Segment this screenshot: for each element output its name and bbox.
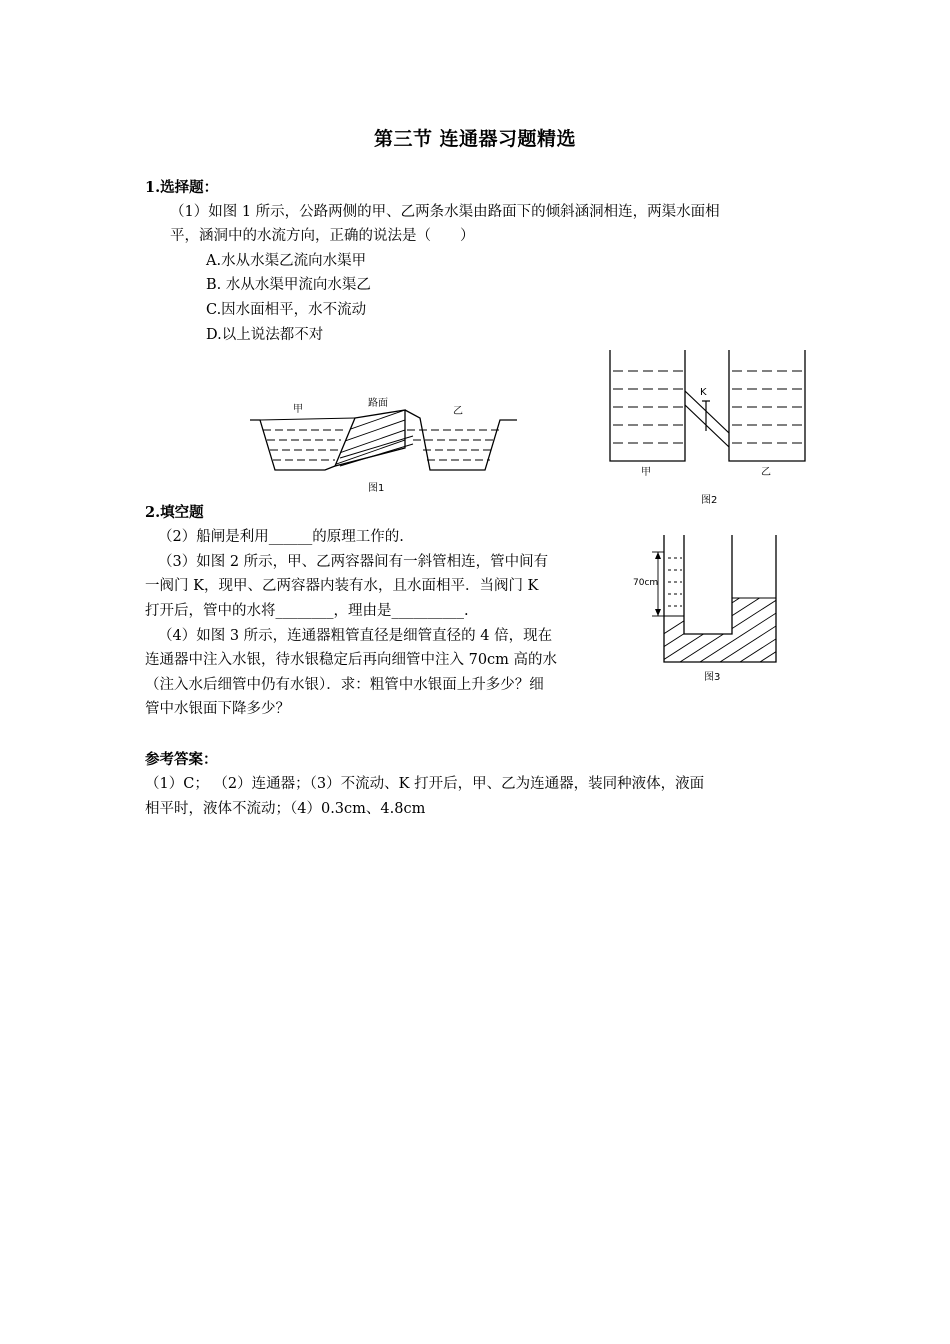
answers-heading: 参考答案： — [145, 751, 218, 768]
q4-text-line3: （注入水后细管中仍有水银）．求：粗管中水银面上升多少？细 — [145, 677, 544, 693]
figure-2-containers — [605, 345, 815, 510]
fig2-label-left: 甲 — [641, 467, 651, 478]
q4-text-line1: （4）如图 3 所示，连通器粗管直径是细管直径的 4 倍，现在 — [158, 628, 553, 644]
fig3-label-height: 70cm — [633, 578, 659, 588]
fig1-label-road: 路面 — [368, 398, 388, 409]
q3-text-line2: 一阀门 K，现甲、乙两容器内装有水，且水面相平．当阀门 K — [145, 578, 539, 594]
q1-option-c: C.因水面相平，水不流动 — [206, 302, 367, 318]
fig2-label-right: 乙 — [761, 467, 771, 478]
fig1-caption: 图1 — [368, 483, 385, 494]
figure-3-u-tube — [632, 530, 782, 688]
fig1-label-right: 乙 — [453, 406, 463, 417]
fig3-caption: 图3 — [704, 672, 721, 683]
q4-text-line4: 管中水银面下降多少？ — [145, 701, 290, 717]
fig1-label-left: 甲 — [293, 404, 303, 415]
q2-text: （2）船闸是利用______的原理工作的. — [158, 529, 404, 545]
section1-heading: 1.选择题： — [145, 179, 219, 196]
q1-option-b: B. 水从水渠甲流向水渠乙 — [206, 277, 371, 293]
fig2-caption: 图2 — [701, 495, 718, 506]
q1-text-line1: （1）如图 1 所示，公路两侧的甲、乙两条水渠由路面下的倾斜涵洞相连，两渠水面相 — [170, 204, 720, 220]
answers-line2: 相平时，液体不流动；（4）0.3cm、4.8cm — [145, 801, 426, 817]
figure-1-canals — [245, 388, 525, 498]
q4-text-line2: 连通器中注入水银，待水银稳定后再向细管中注入 70cm 高的水 — [145, 652, 558, 668]
fig2-label-valve: K — [700, 387, 707, 398]
q1-option-a: A.水从水渠乙流向水渠甲 — [206, 253, 367, 269]
section2-heading: 2.填空题 — [145, 504, 204, 521]
q1-text-line2: 平，涵洞中的水流方向，正确的说法是（ ） — [170, 228, 475, 244]
page-title: 第三节 连通器习题精选 — [373, 128, 577, 150]
q1-option-d: D.以上说法都不对 — [206, 327, 324, 343]
q3-text-line3: 打开后，管中的水将________，理由是__________. — [145, 603, 469, 619]
answers-line1: （1）C； （2）连通器；（3）不流动、K 打开后，甲、乙为连通器，装同种液体，液面 — [145, 776, 705, 792]
q3-text-line1: （3）如图 2 所示，甲、乙两容器间有一斜管相连，管中间有 — [158, 554, 549, 570]
